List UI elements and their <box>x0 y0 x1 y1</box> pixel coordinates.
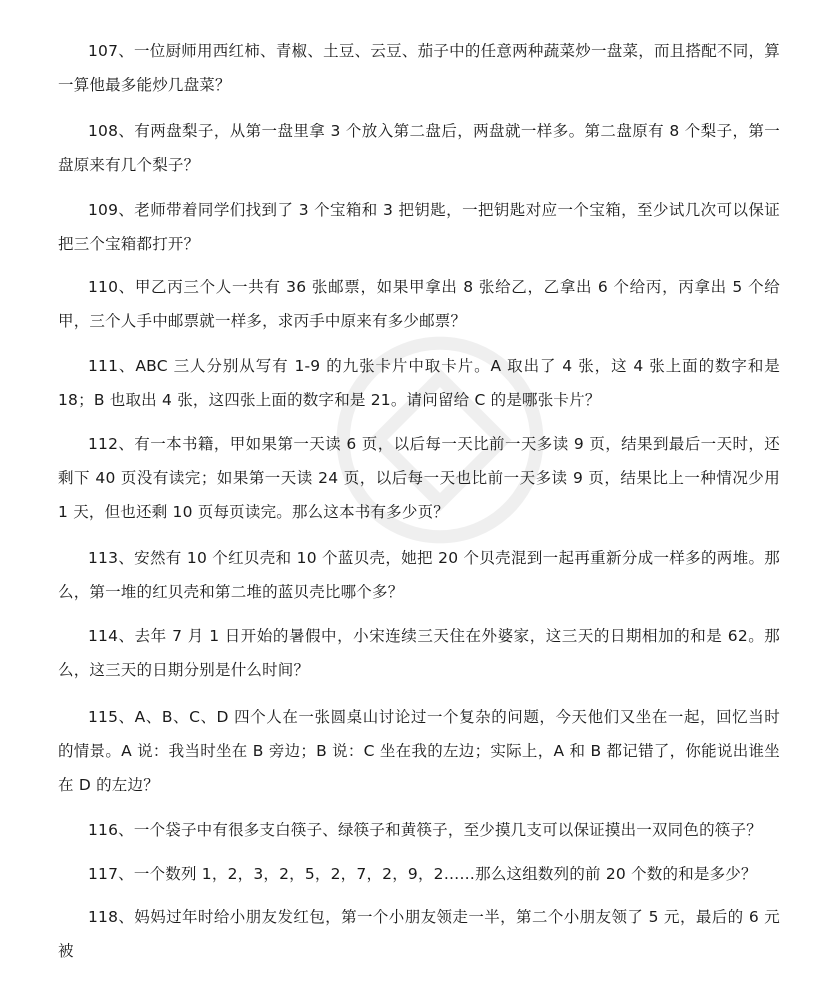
problem-117: 117、一个数列 1，2，3，2，5，2，7，2，9，2……那么这组数列的前 20 个数的和是多少？ <box>88 865 757 883</box>
problem-110: 110、甲乙丙三个人一共有 36 张邮票，如果甲拿出 8 张给乙，乙拿出 6 个给丙，丙拿出 5 个给甲，三个人手中邮票就一样多，求丙手中原来有多少邮票？ <box>58 278 780 330</box>
problem-111: 111、ABC 三人分别从写有 1-9 的九张卡片中取卡片。A 取出了 4 张，这 4 张上面的数字和是 18；B 也取出 4 张，这四张上面的数字和是 21。请问留给 C 的是哪张卡片？ <box>58 357 780 409</box>
problem-112: 112、有一本书籍，甲如果第一天读 6 页，以后每一天比前一天多读 9 页，结果到最后一天时，还剩下 40 页没有读完；如果第一天读 24 页，以后每一天也比前一天多读 9 页，结果比上一种情况少用 1 天，但也还剩 10 页每页读完。那么这本书有多少页？ <box>58 435 780 521</box>
problem-116: 116、一个袋子中有很多支白筷子、绿筷子和黄筷子，至少摸几支可以保证摸出一双同色的筷子？ <box>88 821 762 839</box>
problem-118: 118、妈妈过年时给小朋友发红包，第一个小朋友领走一半，第二个小朋友领了 5 元，最后的 6 元被 <box>58 908 780 960</box>
problem-113: 113、安然有 10 个红贝壳和 10 个蓝贝壳，她把 20 个贝壳混到一起再重新分成一样多的两堆。那么，第一堆的红贝壳和第二堆的蓝贝壳比哪个多？ <box>58 549 780 601</box>
problem-114: 114、去年 7 月 1 日开始的暑假中，小宋连续三天住在外婆家，这三天的日期相加的和是 62。那么，这三天的日期分别是什么时间？ <box>58 627 780 679</box>
problem-109: 109、老师带着同学们找到了 3 个宝箱和 3 把钥匙，一把钥匙对应一个宝箱，至少试几次可以保证把三个宝箱都打开？ <box>58 201 780 253</box>
problem-107: 107、一位厨师用西红柿、青椒、土豆、云豆、茄子中的任意两种蔬菜炒一盘菜，而且搭配不同，算一算他最多能炒几盘菜？ <box>58 42 780 94</box>
problem-108: 108、有两盘梨子，从第一盘里拿 3 个放入第二盘后，两盘就一样多。第二盘原有 8 个梨子，第一盘原来有几个梨子？ <box>58 122 780 174</box>
problem-115: 115、A、B、C、D 四个人在一张圆桌山讨论过一个复杂的问题，今天他们又坐在一起，回忆当时的情景。A 说：我当时坐在 B 旁边；B 说：C 坐在我的左边；实际上，A 和 B 都记错了，你能说出谁坐在 D 的左边？ <box>58 708 780 794</box>
